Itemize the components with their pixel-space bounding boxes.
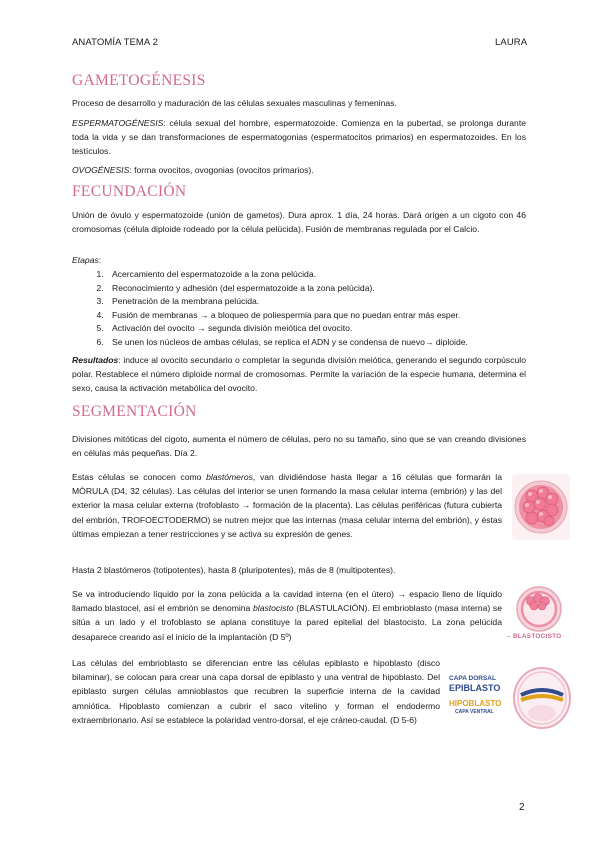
resultados-text: : induce al ovocito secundario o completar la segunda división meiótica, generando el segundo corpúsculo polar. Restablece el número diploide normal de cromosomas. Permite la variación de la especie humana, determina el sexo, causa la activación metabólica del ovocito. [72, 355, 526, 394]
segmentacion-p3: Hasta 2 blastómeros (totipotentes), hasta 8 (pluripotentes), más de 8 (multipotentes). [72, 565, 396, 575]
list-item: 6. Se unen los núcleos de ambas células, se replica el ADN y se condensa de nuevo→ diploide. [106, 336, 544, 350]
list-item: 2. Reconocimiento y adhesión (del espermatozoide a la zona pelúcida). [106, 282, 544, 296]
epiblasto-label: EPIBLASTO [449, 683, 501, 693]
blastocisto-label-text: BLASTOCISTO [512, 633, 562, 640]
heading-segmentacion: SEGMENTACIÓN [72, 403, 197, 420]
list-item: 4. Fusión de membranas → a bloqueo de poliespermia para que no puedan entrar más esper. [106, 309, 544, 323]
blastocisto-label: – BLASTOCISTO [507, 633, 562, 640]
list-item: 1. Acercamiento del espermatozoide a la zona pelúcida. [106, 268, 544, 282]
segmentacion-p1: Divisiones mitóticas del cigoto, aumenta el número de células, pero no su tamaño, sino que se van creando divisiones en células más pequeñas. Día 2. [72, 434, 526, 459]
espermatogenesis-text: : célula sexual del hombre, espermatozoide. Comienza en la pubertad, se prolonga durante toda la vida y se dan transformaciones de espermatogonias (espermatocitos primarios) en espermatozoides. En los testículos. [72, 118, 526, 157]
morula-image [512, 474, 570, 540]
fecundacion-intro: Unión de óvulo y espermatozoide (unión de gametos). Dura aprox. 1 día, 24 horas. Dará origen a un cigoto con 46 cromosomas (célula diploide rodeado por la célula pelúcida). Fusión de membranas regulada por el Calcio. [72, 210, 526, 235]
gametogenesis-intro: Proceso de desarrollo y maduración de las células sexuales masculinas y femeninas. [72, 98, 397, 108]
ovogenesis-term: OVOGÉNESIS [72, 165, 130, 175]
blastomeros-term: blastómeros [206, 472, 253, 482]
segmentacion-p2-b: , van dividiéndose hasta llegar a 16 células que formarán la MÓRULA (D4, 32 células). Las células del interior se unen formando la masa celular interna (embrión) y las del exterior la masa celular externa (trofoblasto → formación de la placenta). Las células periféricas (futura cubierta del embrión, TROFOECTODERMO) se nutren mejor que las internas (masa celular interna del embrión), y éstas últimas empiezan a tener restricciones y se activa su expresión de genes. [72, 472, 502, 539]
segmentacion-p5: Las células del embrioblasto se diferencian entre las células epiblasto e hipoblasto (disco bilaminar), se colocan para crear una capa dorsal de epiblasto y una ventral de hipoblasto. Del epiblasto surgen células amnioblastos que recubren la superficie interna de la cavidad amniótica. Hipoblasto comienzan a cubrir el saco vitelino y forman el endodermo extraembrionario. Así se establece la polaridad ventro-dorsal, el eje cráneo-caudal. (D 5-6) [72, 658, 440, 725]
header-right: LAURA [495, 37, 528, 48]
list-item: 5. Activación del ovocito → segunda división meiótica del ovocito. [106, 322, 544, 336]
etapas-label: Etapas [72, 255, 99, 265]
page-number: 2 [519, 802, 525, 813]
header-left: ANATOMÍA TEMA 2 [72, 37, 158, 48]
etapas-label-line: Etapas: [72, 255, 102, 265]
heading-fecundacion: FECUNDACIÓN [72, 183, 187, 200]
segmentacion-p4-b: (BLASTULACIÓN). El embrioblasto (masa interna) se sitúa a un lado y el trofoblasto se aplana constituye la pared epitelial del blastocisto. La zona pelúcida desaparece creando así el inicio de la implantación (D 5º) [72, 603, 502, 642]
segmentacion-p2-a: Estas células se conocen como [72, 472, 207, 482]
blastocisto-term: blastocisto [253, 603, 294, 614]
espermatogenesis-paragraph [72, 116, 526, 159]
embryo-disc-illustration [511, 665, 573, 731]
bilaminar-disc-image [441, 659, 573, 737]
resultados-label: Resultados [72, 355, 119, 365]
etapas-list [88, 268, 544, 350]
capa-dorsal-label: CAPA DORSAL [449, 675, 496, 682]
blastocisto-image [505, 583, 573, 645]
segmentacion-p4-a: Se va introduciendo líquido por la zona pelúcida a la cavidad interna (en el útero) → espacio lleno de líquido llamado blastocel, así el embrión se denomina [72, 589, 502, 614]
capa-ventral-label: CAPA VENTRAL [455, 709, 494, 715]
list-item: 3. Penetración de la membrana pelúcida. [106, 295, 544, 309]
segmentacion-p2 [72, 470, 502, 541]
resultados-paragraph [72, 353, 526, 396]
heading-gametogenesis: GAMETOGÉNESIS [72, 72, 206, 89]
hipoblasto-label: HIPOBLASTO [449, 699, 502, 708]
espermatogenesis-term: ESPERMATOGÉNESIS [72, 118, 164, 128]
ovogenesis-text: : forma ovocitos, ovogonias (ovocitos primarios). [129, 165, 314, 175]
morula-illustration [512, 474, 570, 540]
segmentacion-p4 [72, 587, 502, 644]
ovogenesis-paragraph [72, 163, 526, 177]
blastocisto-illustration [505, 583, 573, 633]
